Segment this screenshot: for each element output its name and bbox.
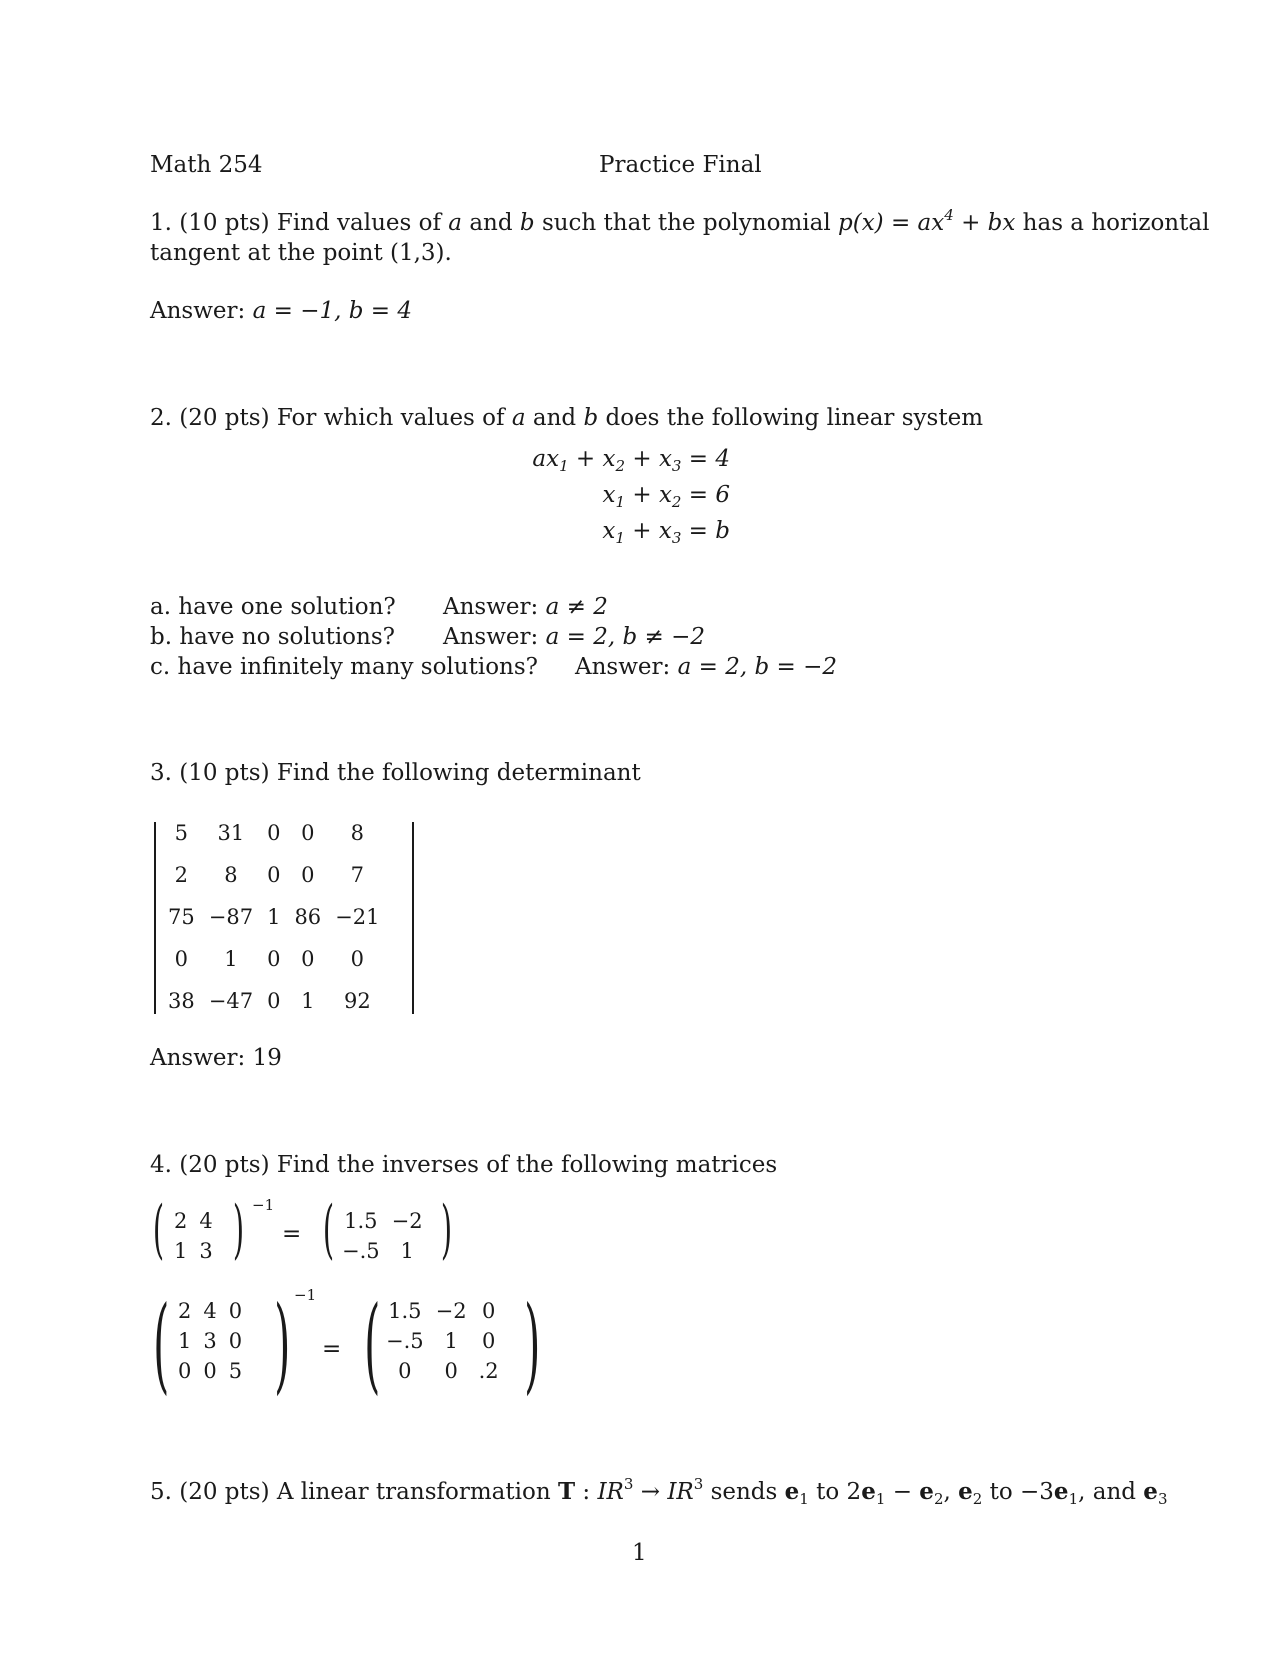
part-b-question: b. have no solutions? <box>150 624 395 650</box>
matrix-row: 2 8 0 0 7 <box>174 863 365 887</box>
matrix-row: 5 31 0 0 8 <box>174 821 365 845</box>
part-b-answer: Answer: a = 2, b ≠ −2 <box>443 624 705 650</box>
matrix-2x2-inverse: 1.5 −2 −.5 1 <box>342 1209 423 1263</box>
determinant-matrix <box>161 812 387 1022</box>
question-4-text: 4. (20 pts) Find the inverses of the following matrices <box>150 1152 778 1178</box>
question-1-line-1: 1. (10 pts) Find values of a and b such that the polynomial $p(x) = ax^4$ + bx has a horizontal <box>150 206 1210 236</box>
left-paren: ( <box>364 1283 381 1405</box>
question-3-text: 3. (10 pts) Find the following determinant <box>150 760 641 786</box>
matrix-row: 0 1 0 0 0 <box>174 947 365 971</box>
equals-sign: = <box>282 1221 302 1247</box>
determinant-bar-right <box>412 822 414 1014</box>
matrix-2x2: 2 4 1 3 <box>174 1209 213 1263</box>
left-paren: ( <box>153 1283 170 1405</box>
part-c-answer: Answer: a = 2, b = −2 <box>575 654 837 680</box>
right-paren: ) <box>274 1283 291 1405</box>
page-title: Practice Final <box>599 152 762 178</box>
right-paren: ) <box>524 1283 541 1405</box>
equation-3: $x_1 + x_3 = b$ <box>602 518 730 547</box>
equation-1: $ax_1 + x_2 + x_3 = 4$ <box>532 446 730 475</box>
question-1-answer: Answer: a = −1, b = 4 <box>150 298 412 324</box>
left-paren: ( <box>322 1193 335 1267</box>
page-number: 1 <box>632 1540 647 1566</box>
question-1-line-2: tangent at the point (1,3). <box>150 240 452 266</box>
equation-2: $x_1 + x_2 = 6$ <box>602 482 730 511</box>
equals-sign: = <box>322 1336 342 1362</box>
inverse-exponent: −1 <box>294 1286 317 1304</box>
matrix-row: 75 −87 1 86 −21 <box>168 905 380 929</box>
question-5-text: 5. (20 pts) A linear transformation T : $IR^3 \to IR^3$ sends $e_1$ to $2e_1 - e_2$, $e_2$ to $-3e_1$, and $e_3$ <box>150 1475 1168 1508</box>
course-title: Math 254 <box>150 152 263 178</box>
right-paren: ) <box>440 1193 453 1267</box>
part-a-question: a. have one solution? <box>150 594 396 620</box>
right-paren: ) <box>232 1193 245 1267</box>
matrix-3x3: 2 4 0 1 3 0 0 0 5 <box>178 1299 243 1383</box>
question-3-answer: Answer: 19 <box>150 1045 282 1071</box>
polynomial: $p(x) = ax^4$ + bx <box>838 206 1016 236</box>
part-a-answer: Answer: a ≠ 2 <box>443 594 608 620</box>
part-c-question: c. have infinitely many solutions? <box>150 654 538 680</box>
determinant-bar-left <box>154 822 156 1014</box>
matrix-row: 38 −47 0 1 92 <box>168 989 371 1013</box>
left-paren: ( <box>152 1193 165 1267</box>
question-2-text: 2. (20 pts) For which values of a and b does the following linear system <box>150 405 984 431</box>
matrix-3x3-inverse: 1.5 −2 0 −.5 1 0 0 0 .2 <box>386 1299 499 1383</box>
inverse-exponent: −1 <box>252 1196 275 1214</box>
